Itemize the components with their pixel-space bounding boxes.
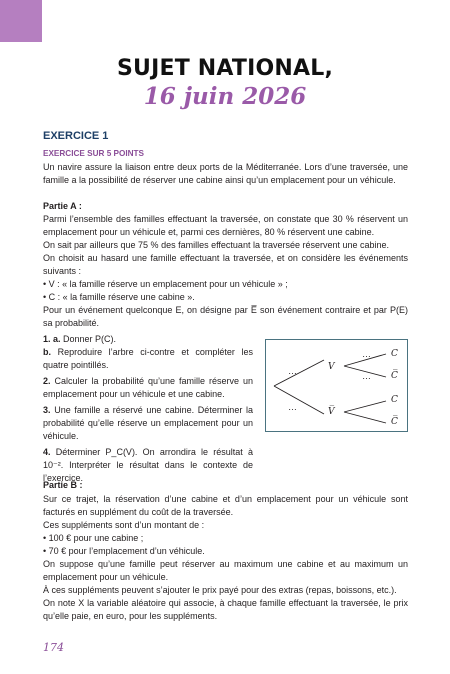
part-a-heading: Partie A : (43, 201, 82, 211)
question-text: Déterminer P_C(V). On arrondira le résultat à 10⁻². Interpréter le résultat dans le contexte de l’exercice. (43, 447, 253, 483)
part-b-line: On suppose qu’une famille peut réserver au maximum une cabine et au maximum un emplacement pour un véhicule. (43, 559, 408, 582)
branch-dots: … (288, 402, 297, 412)
part-b-line: • 100 € pour une cabine ; (43, 533, 144, 543)
part-a-line: Parmi l’ensemble des familles effectuant la traversée, on constate que 30 % réservent un emplacement pour un véhicule et, parmi ces dernières, 80 % réservent une cabine. (43, 214, 408, 237)
question-text: Calculer la probabilité qu’une famille réserve un emplacement pour un véhicule et une cabine. (43, 376, 253, 399)
page-title: SUJET NATIONAL, (116, 56, 334, 81)
page-date: 16 juin 2026 (143, 83, 307, 110)
question-3 (43, 404, 253, 442)
node-c: C (391, 349, 398, 359)
question-number: 4. (43, 447, 51, 457)
tree-branches (266, 340, 409, 433)
part-a-line: On sait par ailleurs que 75 % des familles effectuant la traversée réservent une cabine. (43, 240, 390, 250)
part-b-line: • 70 € pour l’emplacement d’un véhicule. (43, 546, 205, 556)
node-v-bar: V̅ (328, 407, 335, 417)
question-text: Reproduire l’arbre ci-contre et compléter les quatre pointillés. (43, 347, 253, 370)
exercise-points: EXERCICE SUR 5 POINTS (43, 149, 145, 158)
node-v: V (328, 362, 335, 372)
part-a-line: On choisit au hasard une famille effectuant la traversée, et on considère les événements suivants : (43, 253, 408, 276)
question-text: Une famille a réservé une cabine. Déterminer la probabilité qu’elle réserve un emplacement pour un véhicule. (43, 405, 253, 441)
question-number: b. (43, 347, 51, 357)
exercise-title: EXERCICE 1 (43, 130, 109, 142)
corner-tab (0, 0, 42, 42)
part-b-line: Ces suppléments sont d’un montant de : (43, 520, 205, 530)
page-number: 174 (43, 641, 64, 654)
question-1a (43, 333, 253, 346)
node-c-bar: C̅ (391, 417, 398, 427)
probability-tree (265, 339, 408, 432)
branch-dots: … (362, 371, 371, 381)
part-a-line: • V : « la famille réserve un emplacement pour un véhicule » ; (43, 279, 288, 289)
node-c: C (391, 395, 398, 405)
branch-dots: … (362, 349, 371, 359)
exercise-intro: Un navire assure la liaison entre deux ports de la Méditerranée. Lors d’une traversée, une famille a la possibilité de réserver une cabine ainsi qu’un emplacement pour un véhicule. (43, 162, 408, 185)
question-text: Donner P(C). (63, 334, 117, 344)
question-1b (43, 346, 253, 372)
part-b-heading: Partie B : (43, 480, 83, 490)
part-a-line: • C : « la famille réserve une cabine ». (43, 292, 195, 302)
part-b-line: Sur ce trajet, la réservation d’une cabine et d’un emplacement pour un véhicule sont facturés en supplément du coût de la traversée. (43, 494, 408, 517)
question-number: 2. (43, 376, 51, 386)
question-2 (43, 375, 253, 401)
part-b-line: On note X la variable aléatoire qui associe, à chaque famille effectuant la traversée, le prix qu’elle paie, en euro, pour les suppléments. (43, 598, 408, 621)
branch-dots: … (288, 366, 297, 376)
question-number: 1. a. (43, 334, 61, 344)
node-c-bar: C̅ (391, 371, 398, 381)
question-number: 3. (43, 405, 51, 415)
part-a-line: Pour un événement quelconque E, on désigne par E̅ son événement contraire et par P(E) sa probabilité. (43, 305, 408, 328)
part-b-line: À ces suppléments peuvent s’ajouter le prix payé pour des extras (repas, boissons, etc.). (43, 585, 397, 595)
